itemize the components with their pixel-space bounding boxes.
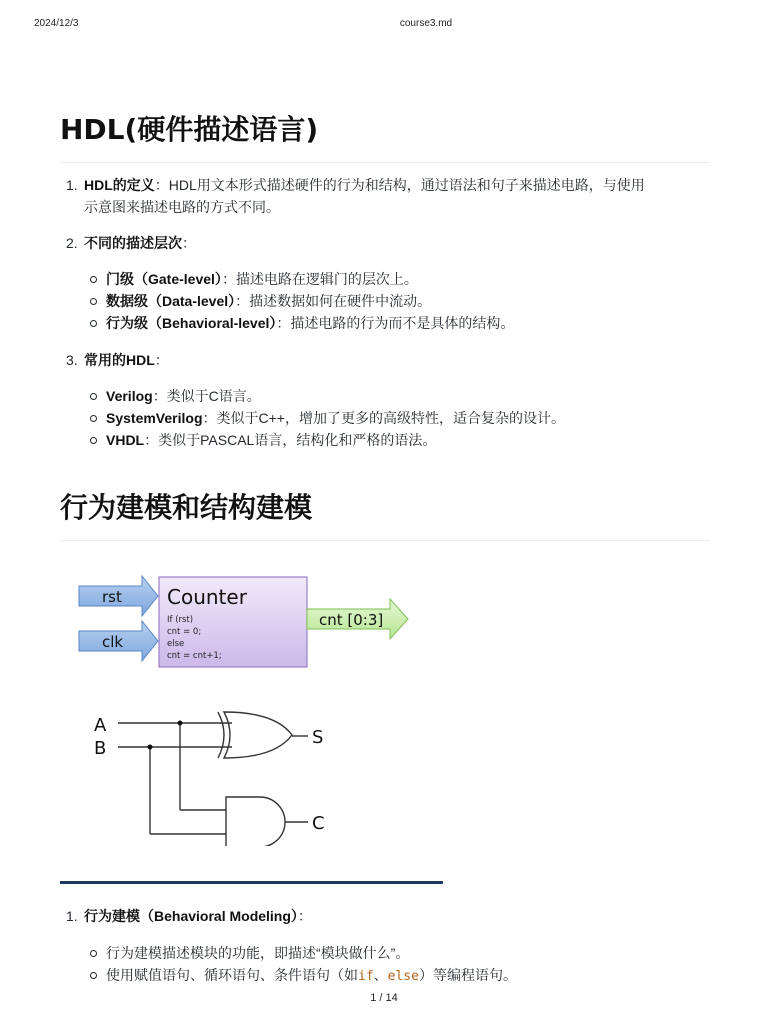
- sub-list-item: [106, 964, 706, 988]
- code-line: else: [167, 639, 185, 649]
- bullet-circle: [90, 950, 97, 957]
- section-heading-hdl: HDL(硬件描述语言): [60, 108, 710, 163]
- bullet-circle: [90, 415, 97, 422]
- list-number: 1.: [66, 908, 78, 924]
- separator: ：: [297, 908, 312, 924]
- bullet-circle: [90, 972, 97, 979]
- print-date: 2024/12/3: [34, 18, 79, 29]
- junction-dot: [148, 745, 153, 750]
- term-verilog: Verilog: [106, 388, 153, 404]
- term-gate-level: 门级（Gate-level）: [106, 271, 222, 287]
- clk-label: clk: [102, 633, 124, 651]
- page-number: 1 / 14: [370, 992, 398, 1004]
- term-vhdl: VHDL: [106, 432, 145, 448]
- junction-dot: [178, 721, 183, 726]
- half-adder-diagram: [90, 706, 340, 846]
- sub-item-text: ：描述数据如何在硬件中流动。: [235, 293, 432, 309]
- sub-item-text: 行为建模描述模块的功能，即描述“模块做什么”。: [106, 945, 410, 961]
- term-description-levels: 不同的描述层次: [84, 235, 182, 251]
- separator: ：: [154, 352, 169, 368]
- xor-extra-curve: [218, 712, 224, 758]
- list-number: 1.: [66, 177, 78, 193]
- sub-list-item: [106, 942, 706, 964]
- and-gate: [226, 797, 285, 846]
- counter-title: Counter: [167, 585, 247, 609]
- bullet-circle: [90, 276, 97, 283]
- definition-text: HDL用文本形式描述硬件的行为和结构，通过语法和句子来描述电路，与使用: [168, 177, 645, 193]
- sub-item-text: ：描述电路在逻辑门的层次上。: [221, 271, 418, 287]
- sub-item-text: ：类似于C语言。: [152, 388, 261, 404]
- sub-item-text: 、: [373, 967, 388, 983]
- list-number: 3.: [66, 352, 78, 368]
- xor-gate: [224, 712, 292, 758]
- code-line: If (rst): [167, 615, 194, 625]
- counter-block-diagram: [78, 572, 418, 672]
- sub-item-text: ：类似于C++，增加了更多的高级特性，适合复杂的设计。: [202, 410, 565, 426]
- sub-item-text: ：类似于PASCAL语言，结构化和严格的语法。: [144, 432, 437, 448]
- separator: ：: [182, 235, 196, 251]
- document-filename: course3.md: [399, 18, 453, 29]
- inline-code-else: else: [387, 969, 419, 984]
- code-line: cnt = cnt+1;: [167, 651, 222, 661]
- sub-list-item: [106, 407, 706, 429]
- cnt-output-label: cnt [0:3]: [319, 611, 384, 629]
- bullet-circle: [90, 437, 97, 444]
- output-s-label: S: [312, 727, 324, 748]
- sub-list-item: [106, 429, 706, 451]
- print-header: [0, 18, 768, 32]
- term-behavioral-modeling: 行为建模（Behavioral Modeling）: [84, 908, 298, 924]
- sub-list-item: [106, 268, 706, 290]
- inline-code-if: if: [358, 969, 374, 984]
- sub-item-text: ：描述电路的行为而不是具体的结构。: [276, 315, 515, 331]
- bullet-circle: [90, 393, 97, 400]
- code-line: cnt = 0;: [167, 627, 202, 637]
- term-common-hdl: 常用的HDL: [84, 352, 155, 368]
- output-c-label: C: [312, 813, 325, 834]
- separator: ：: [154, 177, 169, 193]
- input-b-label: B: [94, 738, 107, 759]
- sub-item-text: 使用赋值语句、循环语句、条件语句（如: [106, 967, 358, 983]
- section-heading-modeling: 行为建模和结构建模: [60, 486, 710, 541]
- term-data-level: 数据级（Data-level）: [106, 293, 236, 309]
- term-systemverilog: SystemVerilog: [106, 410, 203, 426]
- sub-list-item: [106, 290, 706, 312]
- bullet-circle: [90, 298, 97, 305]
- rst-label: rst: [102, 588, 122, 606]
- term-behavioral-level: 行为级（Behavioral-level）: [106, 315, 277, 331]
- sub-list-item: [106, 312, 706, 334]
- list-number: 2.: [66, 235, 78, 251]
- input-a-label: A: [94, 715, 107, 736]
- sub-list-item: [106, 385, 706, 407]
- term-hdl-definition: HDL的定义: [84, 177, 155, 193]
- definition-text-continued: 示意图来描述电路的方式不同。: [84, 199, 280, 215]
- bullet-circle: [90, 320, 97, 327]
- section-divider-rule: [60, 881, 443, 884]
- sub-item-text: ）等编程语句。: [418, 967, 517, 983]
